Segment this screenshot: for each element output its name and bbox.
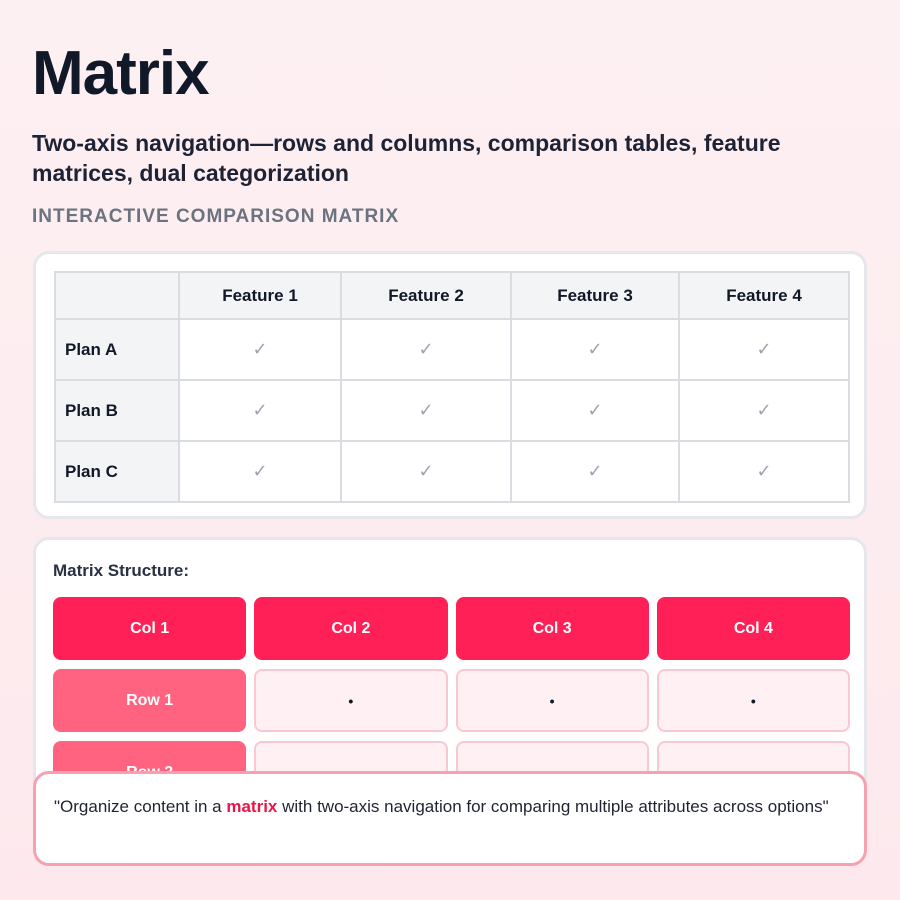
table-header-row (55, 272, 849, 319)
page-subtitle: Two-axis navigation—rows and columns, comparison tables, feature matrices, dual categorization (32, 130, 781, 186)
structure-col-header-4[interactable]: Col 4 (657, 597, 850, 660)
table-corner-cell (55, 272, 179, 319)
page-title: Matrix (32, 39, 209, 108)
structure-row-header-1[interactable]: Row 1 (53, 669, 246, 732)
column-header-feature-3[interactable]: Feature 3 (511, 272, 679, 319)
comparison-table (54, 271, 850, 503)
structure-col-header-1[interactable]: Col 1 (53, 597, 246, 660)
section-label: INTERACTIVE COMPARISON MATRIX (32, 206, 400, 227)
quote-callout (33, 771, 867, 866)
checkmark-icon[interactable]: ✓ (341, 441, 511, 502)
checkmark-icon[interactable]: ✓ (679, 380, 849, 441)
quote-highlight: matrix (226, 797, 278, 816)
table-row (55, 319, 849, 380)
checkmark-icon[interactable]: ✓ (679, 441, 849, 502)
row-header-plan-b[interactable]: Plan B (55, 380, 179, 441)
column-header-feature-1[interactable]: Feature 1 (179, 272, 341, 319)
structure-cell[interactable]: • (254, 669, 447, 732)
table-row (55, 441, 849, 502)
checkmark-icon[interactable]: ✓ (179, 380, 341, 441)
checkmark-icon[interactable]: ✓ (511, 319, 679, 380)
structure-label: Matrix Structure: (53, 561, 190, 580)
checkmark-icon[interactable]: ✓ (679, 319, 849, 380)
checkmark-icon[interactable]: ✓ (341, 319, 511, 380)
structure-col-header-3[interactable]: Col 3 (456, 597, 649, 660)
structure-col-header-2[interactable]: Col 2 (254, 597, 447, 660)
checkmark-icon[interactable]: ✓ (179, 441, 341, 502)
row-header-plan-c[interactable]: Plan C (55, 441, 179, 502)
quote-text-start: "Organize content in a (54, 797, 227, 816)
table-row (55, 380, 849, 441)
quote-text-end: with two-axis navigation for comparing multiple attributes across options" (277, 797, 829, 816)
column-header-feature-2[interactable]: Feature 2 (341, 272, 511, 319)
structure-cell[interactable]: • (657, 669, 850, 732)
checkmark-icon[interactable]: ✓ (341, 380, 511, 441)
column-header-feature-4[interactable]: Feature 4 (679, 272, 849, 319)
row-header-plan-a[interactable]: Plan A (55, 319, 179, 380)
structure-cell[interactable]: • (456, 669, 649, 732)
checkmark-icon[interactable]: ✓ (511, 441, 679, 502)
checkmark-icon[interactable]: ✓ (179, 319, 341, 380)
checkmark-icon[interactable]: ✓ (511, 380, 679, 441)
comparison-matrix-card (33, 251, 867, 519)
